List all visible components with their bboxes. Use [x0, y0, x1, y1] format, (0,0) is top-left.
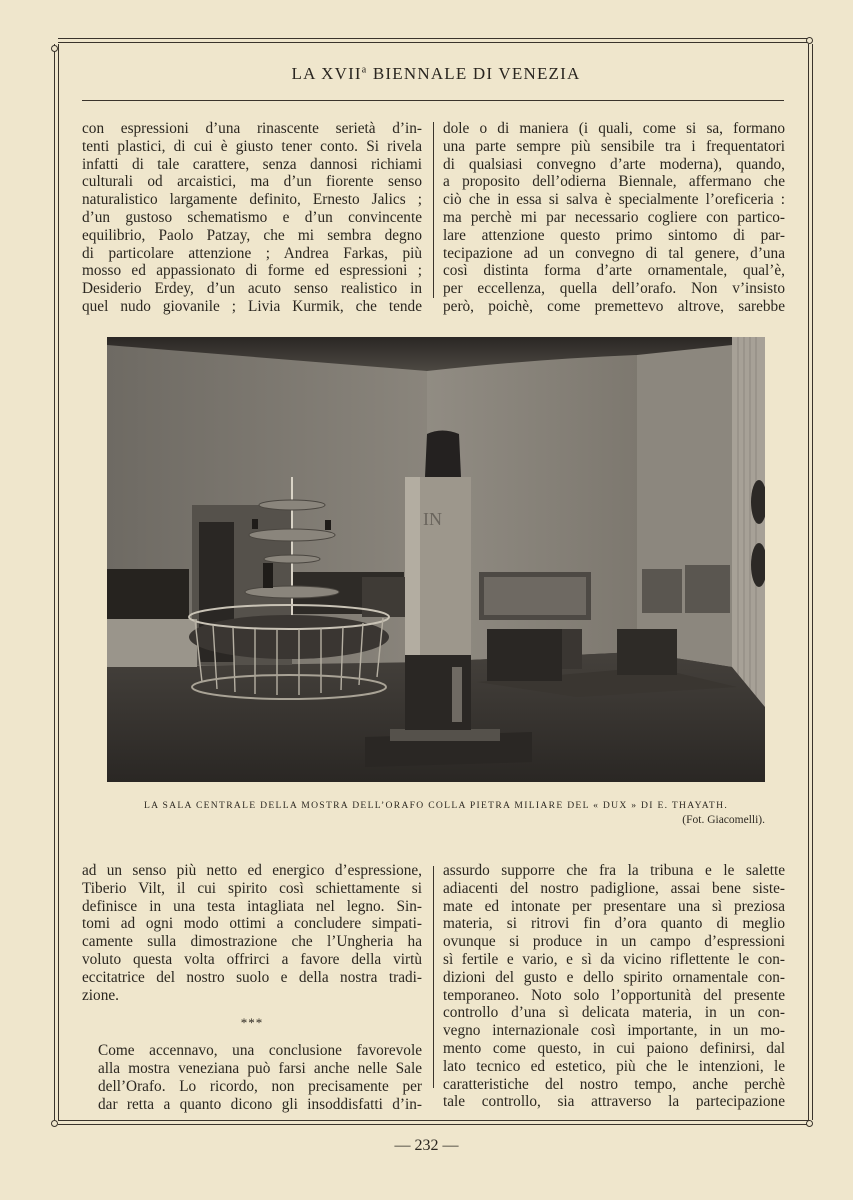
header-rule	[82, 100, 784, 101]
top-column-divider	[433, 122, 434, 298]
photo-credit: (Fot. Giacomelli).	[682, 814, 765, 826]
bottom-column-divider	[433, 866, 434, 1088]
header-title-rest: BIENNALE DI VENEZIA	[367, 64, 581, 83]
text-line: quel nudo giovanile ; Livia Kurmik, che tende	[82, 297, 422, 315]
text-line: definisce in una testa intagliata nel legno. Sin-	[82, 897, 422, 915]
text-line: mate ed intonate per presentare una sì preziosa	[443, 897, 785, 915]
frame-bottom-rule	[58, 1120, 810, 1125]
text-line: infatti di tale carattere, senza dannosi richiami	[82, 155, 422, 173]
text-line: così distinta forma d’arte ornamentale, qual’è,	[443, 262, 785, 280]
paragraph	[443, 120, 785, 316]
text-line: Tiberio Vilt, il cui spirito così schiettamente si	[82, 879, 422, 897]
bottom-right-column	[443, 862, 785, 1111]
exhibition-photo	[107, 337, 765, 782]
frame-right-rule	[808, 44, 813, 1120]
text-line: Desiderio Erdey, d’un acuto senso realistico in	[82, 280, 422, 298]
text-line: naturalistico largamente definito, Ernesto Jalics ;	[82, 191, 422, 209]
text-line: materia, si ritrovi fin d’ora quanto di meglio	[443, 915, 785, 933]
paragraph	[82, 1042, 422, 1113]
text-line: ovunque si produce in un campo d’espressioni	[443, 933, 785, 951]
text-line: sì fertile e vario, e sì da vicino riflettente le con-	[443, 950, 785, 968]
paragraph	[82, 120, 422, 316]
text-line: ad un senso più netto ed energico d’espressione,	[82, 862, 422, 879]
text-line: voluto questa volta offrirci a favore della virtù	[82, 950, 422, 968]
text-line: assurdo supporre che fra la tribuna e le salette	[443, 862, 785, 879]
text-line: a proposito dell’odierna Biennale, affermano che	[443, 173, 785, 191]
text-line: dizioni del gusto e dello spirito ornamentale con-	[443, 968, 785, 986]
text-line: caratteristiche del nostro tempo, anche perchè	[443, 1075, 785, 1093]
text-line: ma perchè mi par necessario cogliere con partico-	[443, 208, 785, 226]
paragraph	[82, 862, 422, 1004]
text-line: tecipazione ad un convegno di tal genere, d’una	[443, 244, 785, 262]
frame-ornament-tl	[51, 45, 58, 52]
text-line: una parte sempre più sensibile tra i frequentatori	[443, 137, 785, 155]
frame-ornament-tr	[806, 37, 813, 44]
text-line: per eccellenza, quella dell’orafo. Non v’insisto	[443, 280, 785, 298]
header-title-sup: a	[361, 64, 368, 76]
text-line: lare attenzione questo primo sintomo di par-	[443, 226, 785, 244]
text-line: Come accennavo, una conclusione favorevole	[98, 1042, 422, 1060]
text-line: però, poichè, come premettevo altrove, sarebbe	[443, 297, 785, 315]
frame-top-rule	[58, 38, 810, 43]
text-line: di particolare attenzione ; Andrea Farkas, più	[82, 244, 422, 262]
paragraph	[443, 862, 785, 1111]
text-line: con espressioni d’una rinascente serietà d’in-	[82, 120, 422, 137]
photo-caption: LA SALA CENTRALE DELLA MOSTRA DELL’ORAFO COLLA PIETRA MILIARE DEL « DUX » DI E. THAYATH.	[143, 800, 729, 811]
text-line: mento come questo, in cui paiono definirsi, dal	[443, 1039, 785, 1057]
running-header	[60, 64, 812, 84]
text-line: di qualsiasi convegno d’arte moderna), quando,	[443, 155, 785, 173]
text-line: ciò che in essa si salva è specialmente l’oreficeria :	[443, 191, 785, 209]
text-line: dar retta a quanto dicono gli insoddisfatti d’in-	[98, 1095, 422, 1113]
text-line: d’un gustoso schematismo e d’un convincente	[82, 208, 422, 226]
frame-ornament-bl	[51, 1120, 58, 1127]
header-title-main: LA XVII	[291, 64, 362, 83]
text-line: vegno internazionale così importante, in un mo-	[443, 1022, 785, 1040]
text-line: dell’Orafo. Lo ricordo, non precisamente per	[98, 1077, 422, 1095]
text-line: controllo d’una sì delicata materia, in un con-	[443, 1004, 785, 1022]
page-number: — 232 —	[394, 1137, 459, 1154]
text-line: dole o di maniera (i quali, come si sa, formano	[443, 120, 785, 137]
text-line: zione.	[82, 986, 119, 1004]
section-separator: ***	[240, 1015, 264, 1031]
text-line: mosso ed appassionato di forme ed espressioni ;	[82, 262, 422, 280]
text-line: tenti plastici, di cui è giusto tener conto. Si rivela	[82, 137, 422, 155]
text-line: alla mostra veneziana può farsi anche nelle Sale	[98, 1059, 422, 1077]
text-line: lato tecnico ed estetico, più che le intenzioni, le	[443, 1057, 785, 1075]
svg-text:IN: IN	[423, 509, 442, 529]
top-left-column	[82, 120, 422, 316]
text-line: temporaneo. Noto solo l’opportunità del presente	[443, 986, 785, 1004]
text-line: tale controllo, sia attraverso la partecipazione	[443, 1093, 785, 1111]
frame-left-rule	[54, 44, 59, 1120]
top-right-column	[443, 120, 785, 316]
text-line: equilibrio, Paolo Patzay, che mi sembra degno	[82, 226, 422, 244]
text-line: culturali od arcaistici, ma d’un fiorente senso	[82, 173, 422, 191]
frame-ornament-br	[806, 1120, 813, 1127]
bottom-left-column	[82, 862, 422, 1113]
text-line: adiacenti del nostro padiglione, assai bene siste-	[443, 879, 785, 897]
text-line: camente sulla dimostrazione che l’Ungheria ha	[82, 933, 422, 951]
text-line: tomi ad ogni modo ottimi a concludere simpati-	[82, 915, 422, 933]
text-line: eccitatrice del nostro suolo e della nostra tradi-	[82, 968, 422, 986]
